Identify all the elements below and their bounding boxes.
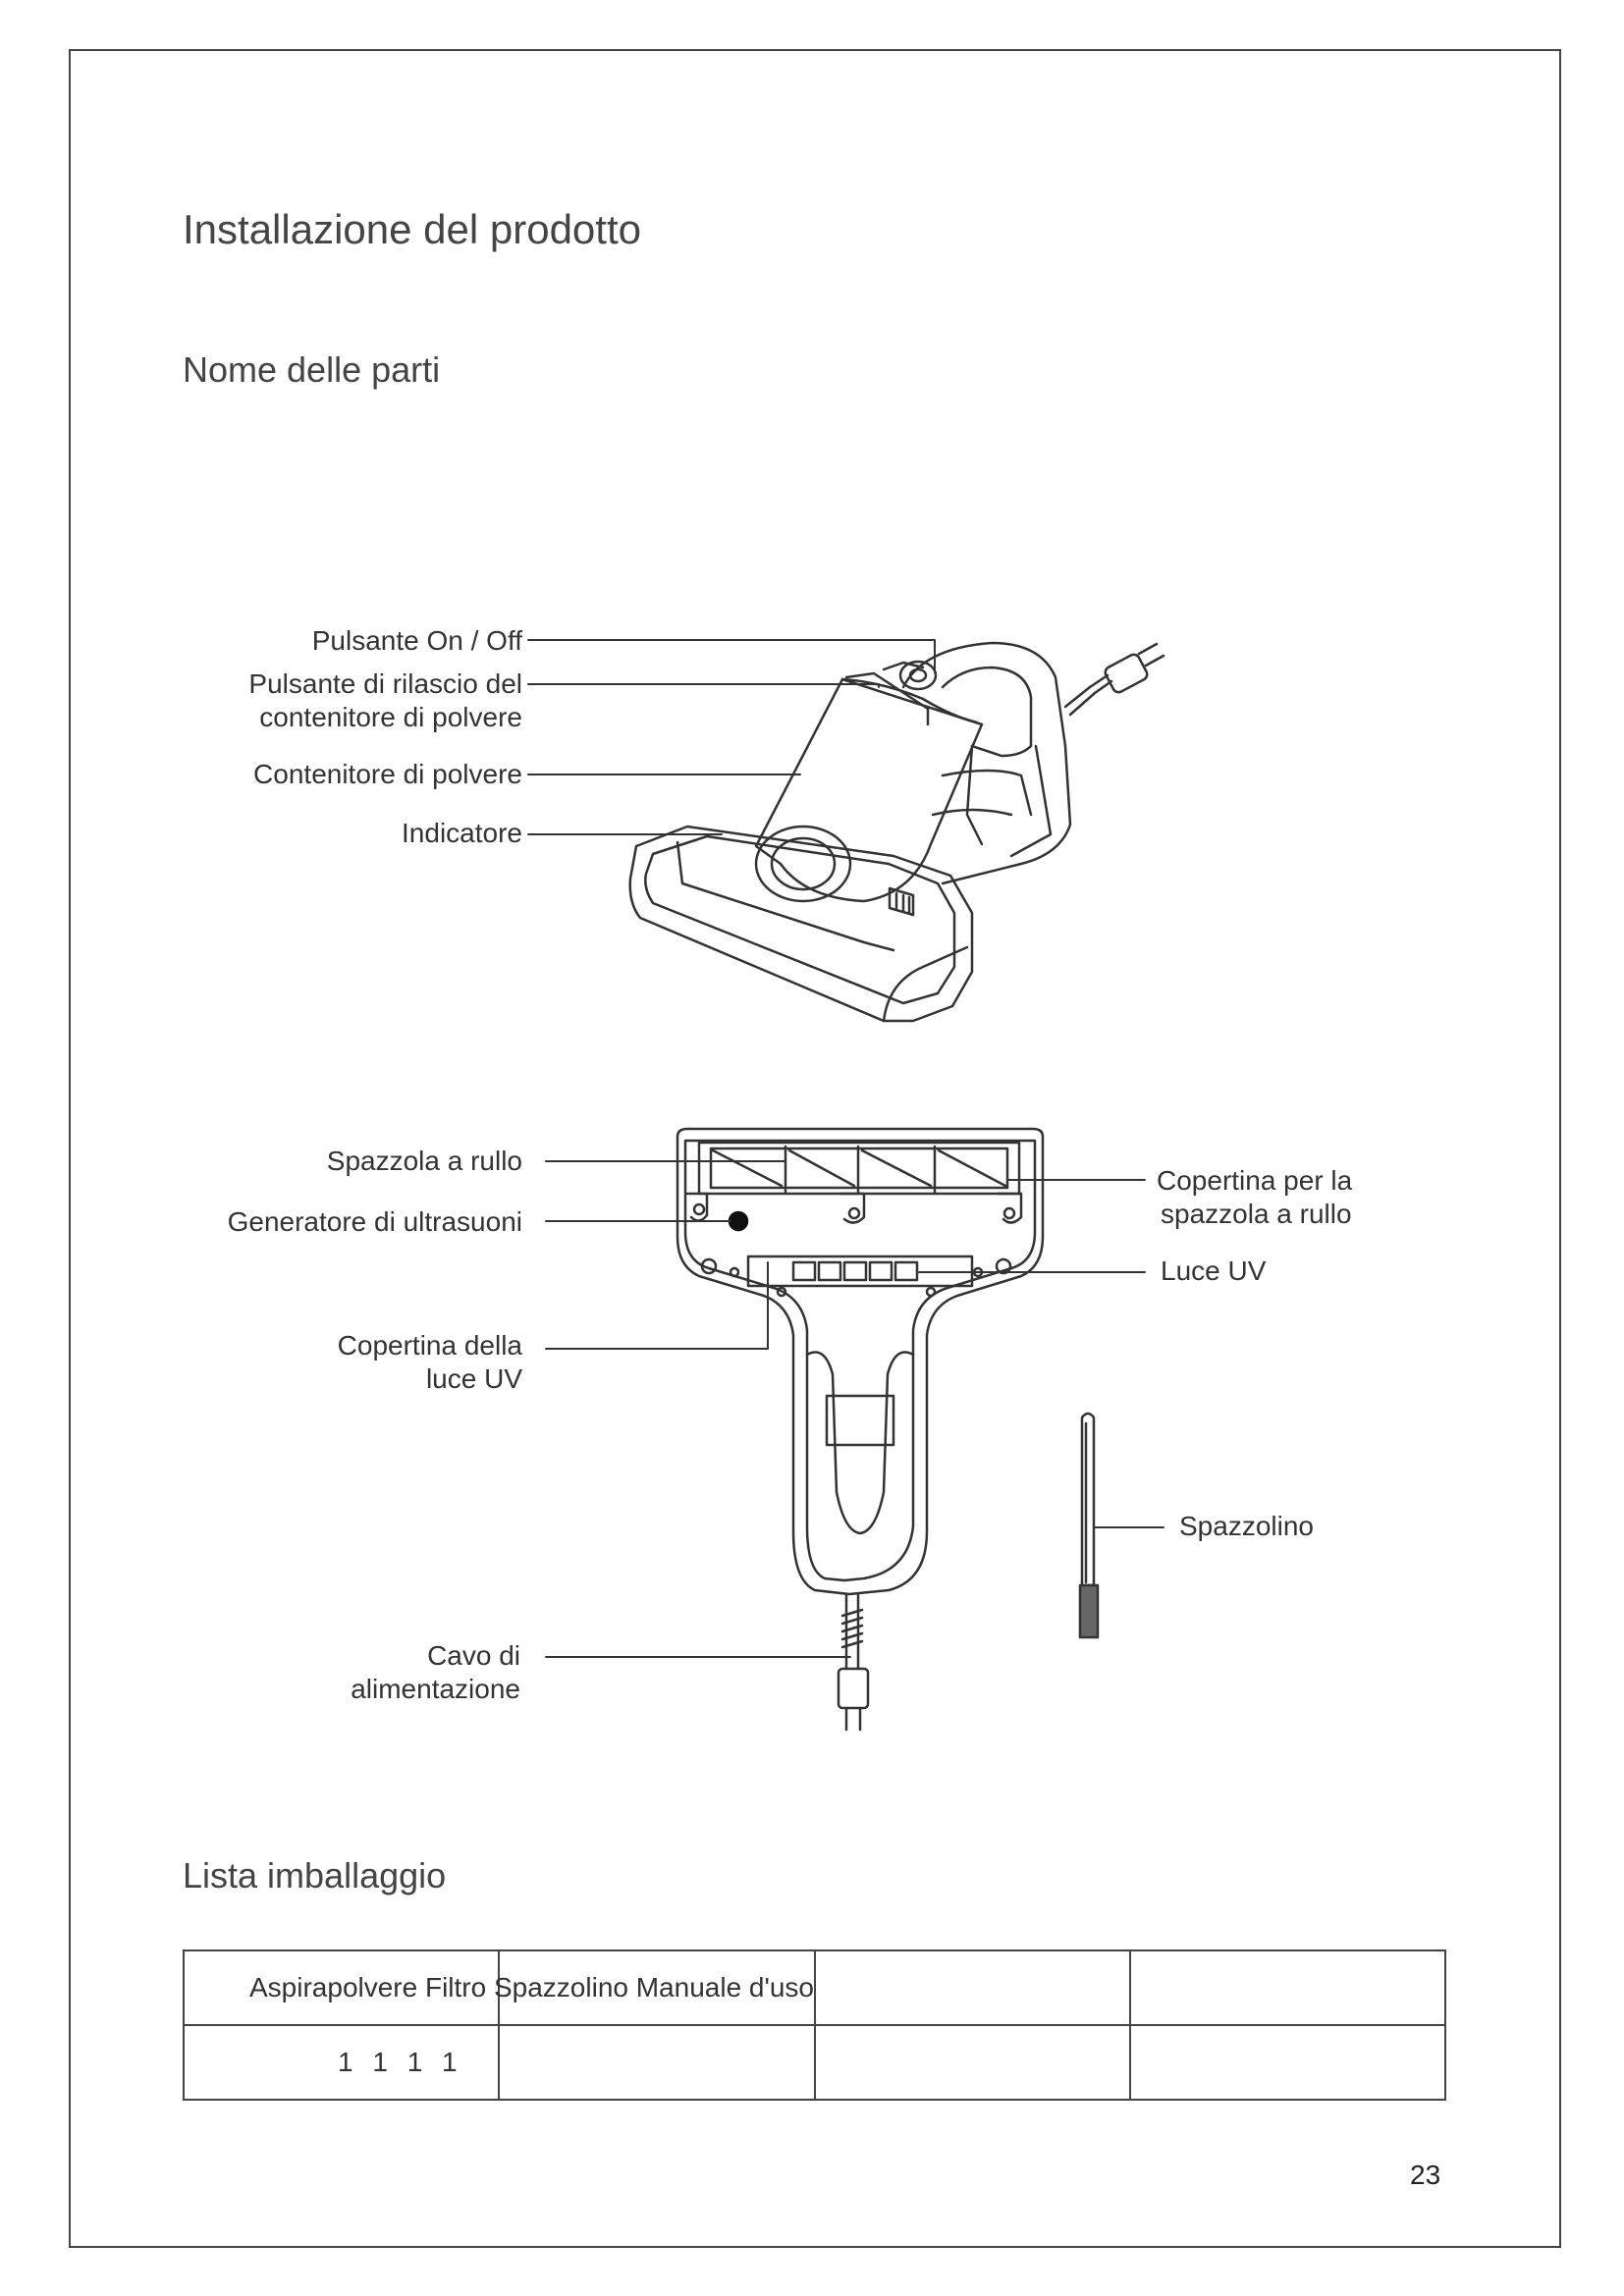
label-brush-cover-line2: spazzola a rullo	[1161, 1199, 1352, 1229]
vacuum-bottom-illustration	[677, 1129, 1043, 1730]
leader-lines-top	[528, 640, 935, 834]
label-brush-cover-line1: Copertina per la	[1157, 1165, 1353, 1196]
vacuum-perspective-illustration	[630, 643, 1164, 1021]
table-row	[184, 1950, 1445, 2025]
table-cell	[1130, 2025, 1445, 2100]
page-number: 23	[1410, 2160, 1441, 2190]
packing-header-cell: Aspirapolvere Filtro Spazzolino Manuale d'uso	[184, 1950, 499, 2025]
label-indicator: Indicatore	[402, 818, 522, 848]
page-title: Installazione del prodotto	[183, 206, 641, 252]
label-small-brush: Spazzolino	[1179, 1511, 1314, 1541]
table-cell	[1130, 1950, 1445, 2025]
label-power-cord-line2: alimentazione	[351, 1674, 520, 1704]
label-release-button-line2: contenitore di polvere	[259, 702, 522, 732]
table-cell	[815, 2025, 1130, 2100]
label-uv-cover-line1: Copertina della	[337, 1330, 522, 1361]
leader-lines-bottom	[546, 1161, 1164, 1657]
label-power-cord-line1: Cavo di	[427, 1640, 520, 1671]
label-release-button-line1: Pulsante di rilascio del	[248, 668, 522, 699]
small-brush-illustration	[1080, 1414, 1098, 1637]
label-uv-light: Luce UV	[1161, 1255, 1267, 1286]
label-on-off-button: Pulsante On / Off	[311, 625, 522, 656]
label-dust-container: Contenitore di polvere	[253, 759, 522, 789]
table-row	[184, 2025, 1445, 2100]
label-roll-brush: Spazzola a rullo	[326, 1146, 522, 1176]
table-cell	[499, 2025, 814, 2100]
packing-quantity-cell: 1 1 1 1	[184, 2025, 499, 2100]
table-cell	[815, 1950, 1130, 2025]
label-ultrasonic-generator: Generatore di ultrasuoni	[227, 1206, 522, 1237]
packing-list-table	[183, 1949, 1446, 2101]
label-uv-cover-line2: luce UV	[425, 1363, 522, 1394]
section-heading-parts: Nome delle parti	[183, 349, 441, 390]
section-heading-packing: Lista imballaggio	[183, 1855, 447, 1896]
